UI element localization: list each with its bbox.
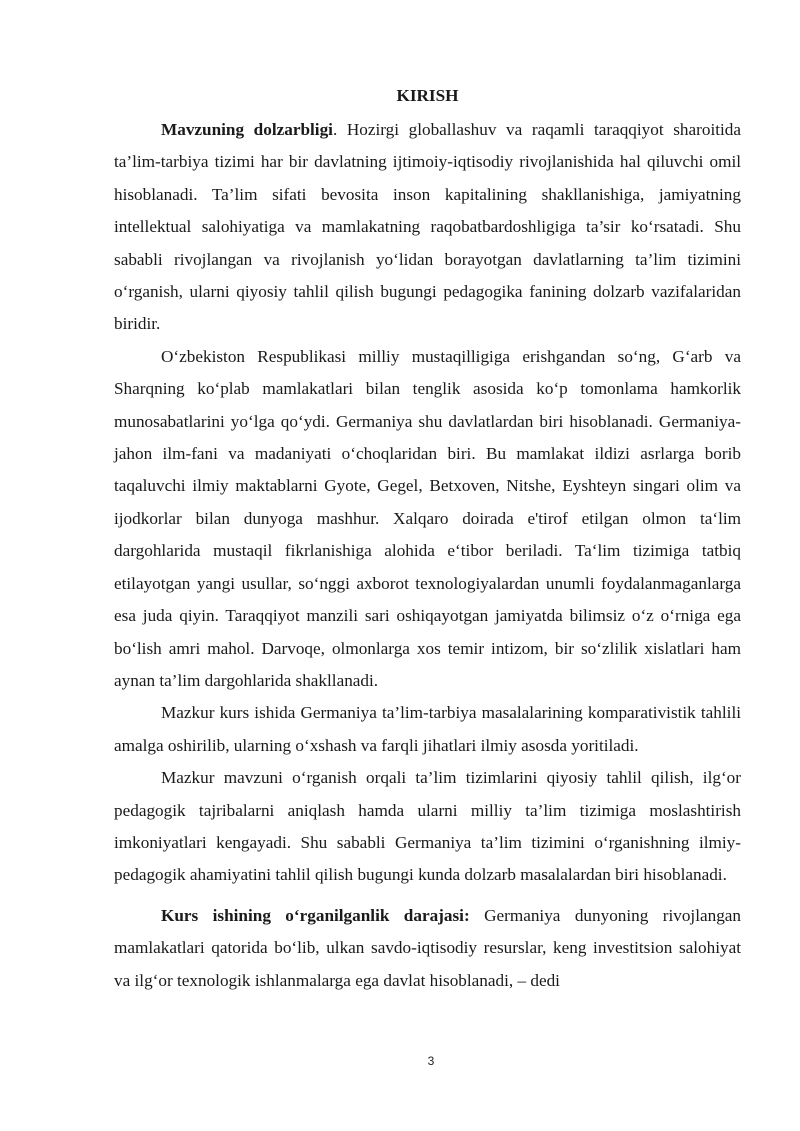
paragraph-study-level (114, 900, 741, 997)
paragraph-relevance (114, 114, 741, 341)
paragraph-text: Germaniya dunyoning rivojlangan mamlakatlari qatorida bo‘lib, ulkan savdo-iqtisodiy resurslar, keng investitsion salohiyat va ilg‘or texnologik ishlanmalarga ega davlat hisoblanadi, – dedi (114, 905, 742, 990)
section-heading: KIRISH (396, 86, 459, 105)
paragraph-uzbekistan-germany (114, 341, 741, 697)
page-body (114, 84, 741, 997)
paragraph-comparative-analysis (114, 762, 741, 892)
paragraph-text: Mazkur mavzuni o‘rganish orqali ta’lim tizimlarini qiyosiy tahlil qilish, ilg‘or pedagogik tajribalarni aniqlash hamda ularni milliy ta’lim tizimiga moslashtirish imkoniyatlari kengayadi. Shu sababli Germaniya ta’lim tizimini o‘rganishning ilmiy-pedagogik ahamiyatini tahlil qilish bugungi kunda dolzarb masalalardan biri hisoblanadi. (114, 768, 741, 885)
paragraph-text: . Hozirgi globallashuv va raqamli taraqqiyot sharoitida ta’lim-tarbiya tizimi har bir davlatning ijtimoiy-iqtisodiy rivojlanishida hal qiluvchi omil hisoblanadi. Ta’lim sifati bevosita inson kapitalining shakllanishiga, jamiyatning intellektual salohiyatiga va mamlakatning raqobatbardoshligiga ta’sir ko‘rsatadi. Shu sababli rivojlangan va rivojlanish yo‘lidan borayotgan davlatlarning ta’lim tizimini o‘rganish, ularni qiyosiy tahlil qilish bugungi pedagogika fanining dolzarb vazifalaridan biridir. (114, 120, 741, 334)
paragraph-text: Mazkur kurs ishida Germaniya ta’lim-tarbiya masalalarining komparativistik tahlili amalga oshirilib, ularning o‘xshash va farqli jihatlari ilmiy asosda yoritiladi. (114, 703, 741, 755)
paragraph-text: O‘zbekiston Respublikasi milliy mustaqilligiga erishgandan so‘ng, G‘arb va Sharqning ko‘plab mamlakatlari bilan tenglik asosida ko‘p tomonlama hamkorlik munosabatlarini yo‘lga qo‘ydi. Germaniya shu davlatlardan biri hisoblanadi. Germaniya-jahon ilm-fani va madaniyati o‘choqlaridan biri. Bu mamlakat ildizi asrlarga borib taqaluvchi ilmiy maktablarni Gyote, Gegel, Betxoven, Nitshe, Eyshteyn singari olim va ijodkorlar bilan dunyoga mashhur. Xalqaro doirada e'tirof etilgan olmon ta‘lim dargohlarida mustaqil fikrlanishiga alohida e‘tibor beriladi. Ta‘lim tizimiga tatbiq etilayotgan yangi usullar, so‘nggi axborot texnologiyalardan unumli foydalanmaganlarga esa juda qiyin. Taraqqiyot manzili sari oshiqayotgan jamiyatda bilimsiz o‘z o‘rniga ega bo‘lish amri mahol. Darvoqe, olmonlarga xos temir intizom, bir so‘zlilik xislatlari ham aynan ta’lim dargohlarida shakllanadi. (114, 346, 741, 690)
paragraph-course-work (114, 697, 741, 762)
paragraph-lead: Mavzuning dolzarbligi (161, 120, 333, 139)
paragraph-lead: Kurs ishining o‘rganilganlik darajasi: (161, 905, 470, 925)
page-number: 3 (427, 1054, 435, 1068)
